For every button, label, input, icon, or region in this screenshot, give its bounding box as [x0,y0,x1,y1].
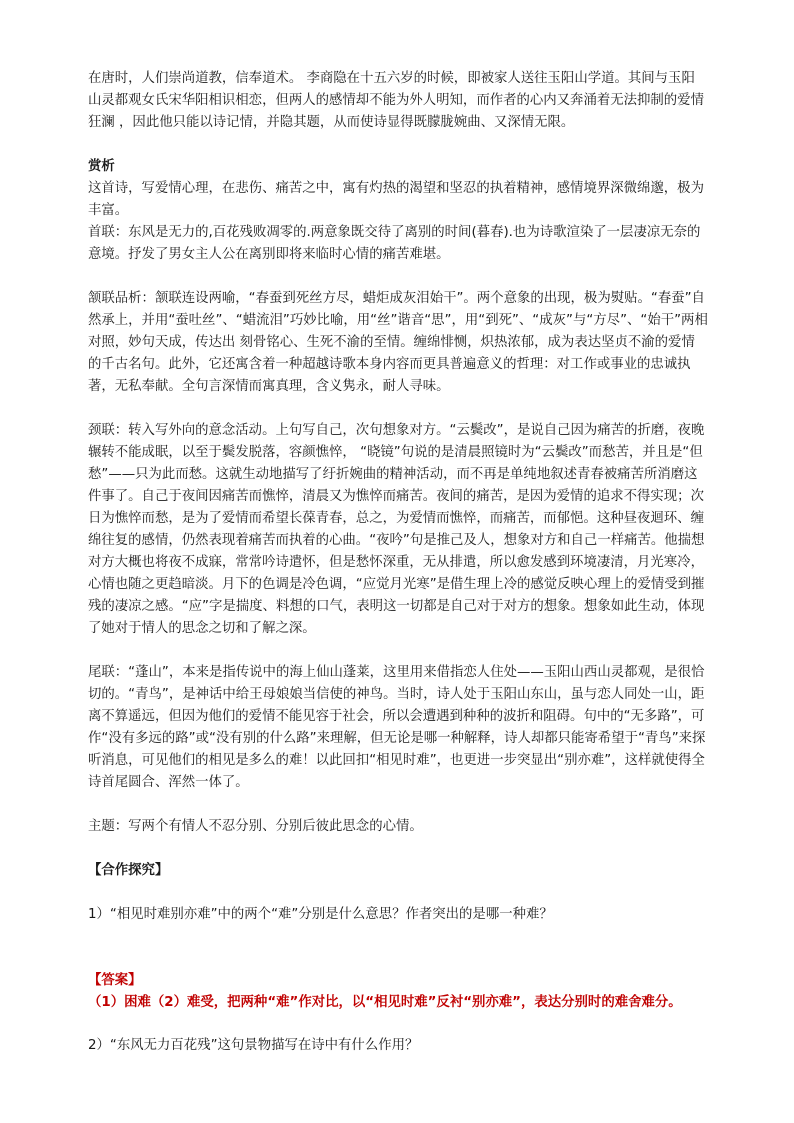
question-1: 1）“相见时难别亦难”中的两个“难”分别是什么意思？作者突出的是哪一种难？ [88,907,553,922]
appreciation-heading: 赏析 [88,159,115,174]
document-page [88,68,708,1057]
answer-body: （1）困难（2）难受，把两种“难”作对比，以“相见时难”反衬“别亦难”，表达分别时的难舍难分。 [88,995,682,1010]
hanlian-paragraph: 颔联品析：颔联连设两喻，“春蚕到死丝方尽，蜡炬成灰泪始干”。两个意象的出现，极为熨贴。“春蚕”自然承上，并用“蚕吐丝”、“蜡流泪”巧妙比喻，用“丝”谐音“思”，用“到死”、“成灰”与“方尽”、“始干”两相对照，妙句天成，传达出 刻骨铭心、生死不渝的至情。缠绵悱恻，炽热浓郁，成为表达坚贞不渝的爱情的千古名句。此外，它还寓含着一种超越诗歌本身内容而更具普遍意义的哲理：对工作或事业的忠诚执著，无私奉献。全句言深情而寓真理，含义隽永，耐人寻味。 [88,291,708,394]
answer-title: 【答案】 [88,973,142,988]
weilian-paragraph: 尾联：“蓬山”，本来是指传说中的海上仙山蓬莱，这里用来借指恋人住处——玉阳山西山灵都观，是很恰切的。“青鸟”，是神话中给王母娘娘当信使的神鸟。当时，诗人处于玉阳山东山，虽与恋人同处一山，距离不算遥远，但因为他们的爱情不能见容于社会，所以会遭遇到种种的波折和阻碍。句中的“无多路”，可作“没有多远的路”或“没有别的什么路”来理解，但无论是哪一种解释，诗人却都只能寄希望于“青鸟”来探听消息，可见他们的相见是多么的难！以此回扣“相见时难”，也更进一步突显出“别亦难”，这样就使得全诗首尾圆合、浑然一体了。 [88,665,706,790]
intro-paragraph: 在唐时，人们崇尚道教，信奉道术。 李商隐在十五六岁的时候，即被家人送往玉阳山学道。其间与玉阳山灵都观女氏宋华阳相识相恋，但两人的感情却不能为外人明知，而作者的心内又奔涌着无法抑制的爱情狂澜 ，因此他只能以诗记情，并隐其题，从而使诗显得既朦胧婉曲、又深情无限。 [88,71,704,130]
theme-paragraph: 主题：写两个有情人不忍分别、分别后彼此思念的心情。 [88,819,423,834]
question-2: 2）“东风无力百花残”这句景物描写在诗中有什么作用？ [88,1038,419,1053]
overview-paragraph: 这首诗，写爱情心理，在悲伤、痛苦之中，寓有灼热的渴望和坚忍的执着精神，感情境界深微绵邈，极为丰富。 [88,181,704,218]
cooperative-heading: 【合作探究】 [88,863,169,878]
shoulian-paragraph: 首联：东风是无力的,百花残败凋零的.两意象既交待了离别的时间(暮春).也为诗歌渲染了一层凄凉无奈的意境。抒发了男女主人公在离别即将来临时心情的痛苦难堪。 [88,225,701,262]
jinglian-paragraph: 颈联：转入写外向的意念活动。上句写自己，次句想象对方。“云鬓改”，是说自己因为痛苦的折磨，夜晚辗转不能成眠，以至于鬓发脱落，容颜憔悴， “晓镜”句说的是清晨照镜时为“云鬓改”而愁苦，并且是“但愁”——只为此而愁。这就生动地描写了纡折婉曲的精神活动，而不再是单纯地叙述青春被痛苦所消磨这件事了。自己于夜间因痛苦而憔悴，清晨又为憔悴而痛苦。夜间的痛苦，是因为爱情的追求不得实现；次日为憔悴而愁，是为了爱情而希望长葆青春，总之，为爱情而憔悴，而痛苦，而郁悒。这种昼夜迴环、缠绵往复的感情，仍然表现着痛苦而执着的心曲。“夜吟”句是推己及人，想象对方和自己一样痛苦。他揣想对方大概也将夜不成寐，常常吟诗遣怀，但是愁怀深重，无从排遣，所以愈发感到环境凄清，月光寒冷，心情也随之更趋暗淡。月下的色调是冷色调，“应觉月光寒”是借生理上冷的感觉反映心理上的爱情受到摧残的凄凉之感。“应”字是揣度、料想的口气，表明这一切都是自己对于对方的想象。想象如此生动，体现了她对于情人的思念之切和了解之深。 [88,423,705,636]
